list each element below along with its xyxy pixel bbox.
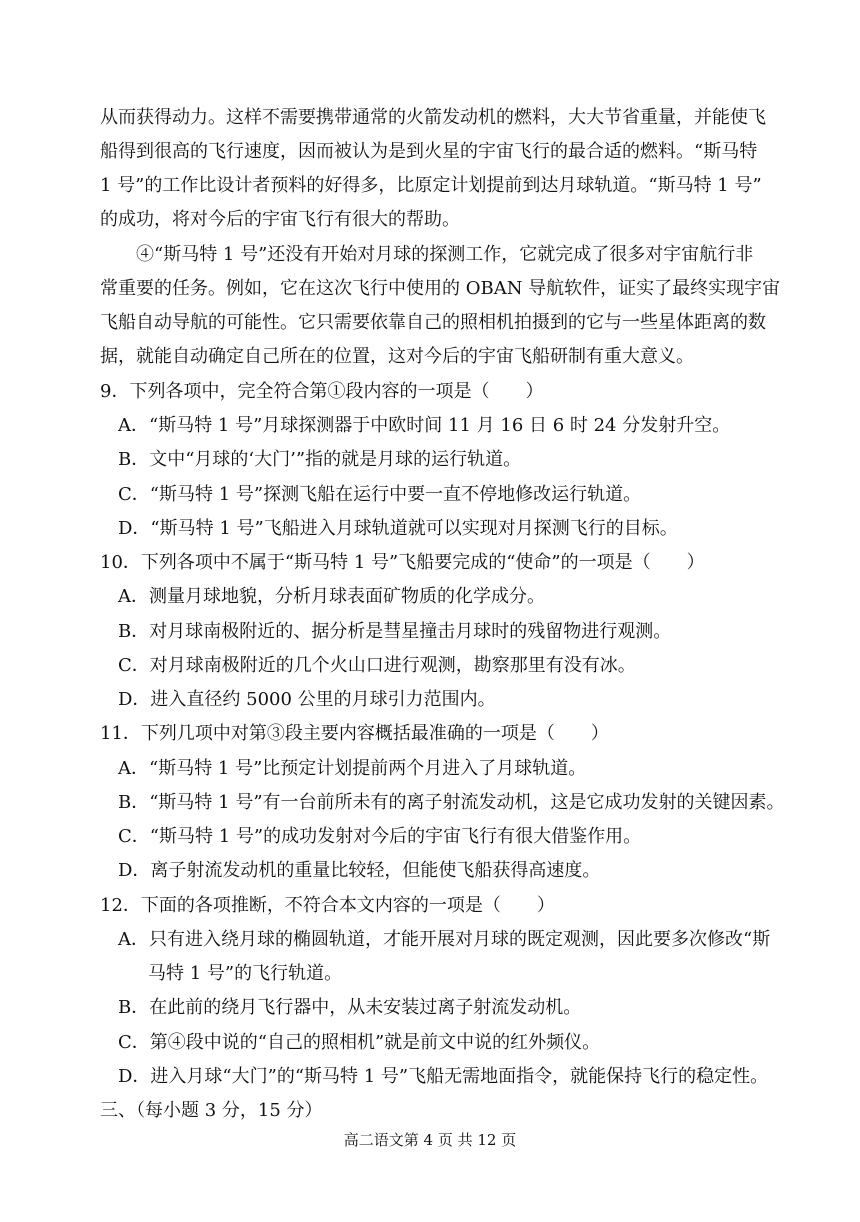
passage-line: 据，就能自动确定自己所在的位置，这对今后的宇宙飞船研制有重大意义。 [100, 346, 694, 367]
answer-option: C．第④段中说的“自己的照相机”就是前文中说的红外频仪。 [118, 1032, 601, 1053]
passage-line: 1 号”的工作比设计者预料的好得多，比原定计划提前到达月球轨道。“斯马特 1 号” [100, 175, 762, 196]
answer-option: B．对月球南极附近的、据分析是彗星撞击月球时的残留物进行观测。 [118, 621, 672, 642]
question-stem: 11．下列几项中对第③段主要内容概括最准确的一项是（ ） [100, 723, 609, 744]
passage-line: 飞船自动导航的可能性。它只需要依靠自己的照相机拍摄到的它与一些星体距离的数 [100, 312, 766, 333]
answer-option: A．只有进入绕月球的椭圆轨道，才能开展对月球的既定观测，因此要多次修改“斯 [118, 929, 771, 950]
answer-option: A．测量月球地貌，分析月球表面矿物质的化学成分。 [118, 586, 545, 607]
answer-option: C．“斯马特 1 号”探测飞船在运行中要一直不停地修改运行轨道。 [118, 484, 642, 505]
answer-option: B．“斯马特 1 号”有一台前所未有的离子射流发动机，这是它成功发射的关键因素。 [118, 792, 785, 813]
answer-option-continuation: 马特 1 号”的飞行轨道。 [148, 963, 343, 984]
answer-option: D．进入月球“大门”的“斯马特 1 号”飞船无需地面指令，就能保持飞行的稳定性。 [118, 1066, 769, 1087]
passage-line: 从而获得动力。这样不需要携带通常的火箭发动机的燃料，大大节省重量，并能使飞 [100, 107, 766, 128]
passage-line: 常重要的任务。例如，它在这次飞行中使用的 OBAN 导航软件，证实了最终实现宇宙 [100, 278, 781, 299]
question-stem: 10．下列各项中不属于“斯马特 1 号”飞船要完成的“使命”的一项是（ ） [100, 552, 705, 573]
answer-option: C．对月球南极附近的几个火山口进行观测，勘察那里有没有冰。 [118, 655, 636, 676]
question-stem: 9．下列各项中，完全符合第①段内容的一项是（ ） [100, 381, 544, 402]
page-footer: 高二语文第 4 页 共 12 页 [343, 1131, 517, 1149]
answer-option: D．离子射流发动机的重量比较轻，但能使飞船获得高速度。 [118, 860, 601, 881]
question-stem: 12．下面的各项推断，不符合本文内容的一项是（ ） [100, 895, 555, 916]
passage-line: 的成功，将对今后的宇宙飞行有很大的帮助。 [100, 209, 460, 230]
answer-option: A．“斯马特 1 号”月球探测器于中欧时间 11 月 16 日 6 时 24 分发射升空。 [118, 415, 731, 436]
section-heading: 三、（每小题 3 分，15 分） [100, 1100, 323, 1121]
answer-option: B．文中“月球的‘大门’”指的就是月球的运行轨道。 [118, 449, 522, 470]
answer-option: A．“斯马特 1 号”比预定计划提前两个月进入了月球轨道。 [118, 758, 587, 779]
passage-line: 船得到很高的飞行速度，因而被认为是到火星的宇宙飞行的最合适的燃料。“斯马特 [100, 141, 758, 162]
answer-option: D．进入直径约 5000 公里的月球引力范围内。 [118, 689, 496, 710]
answer-option: C．“斯马特 1 号”的成功发射对今后的宇宙飞行有很大借鉴作用。 [118, 826, 642, 847]
answer-option: B．在此前的绕月飞行器中，从未安装过离子射流发动机。 [118, 997, 582, 1018]
passage-line: ④“斯马特 1 号”还没有开始对月球的探测工作，它就完成了很多对宇宙航行非 [136, 244, 754, 265]
answer-option: D．“斯马特 1 号”飞船进入月球轨道就可以实现对月探测飞行的目标。 [118, 518, 678, 539]
